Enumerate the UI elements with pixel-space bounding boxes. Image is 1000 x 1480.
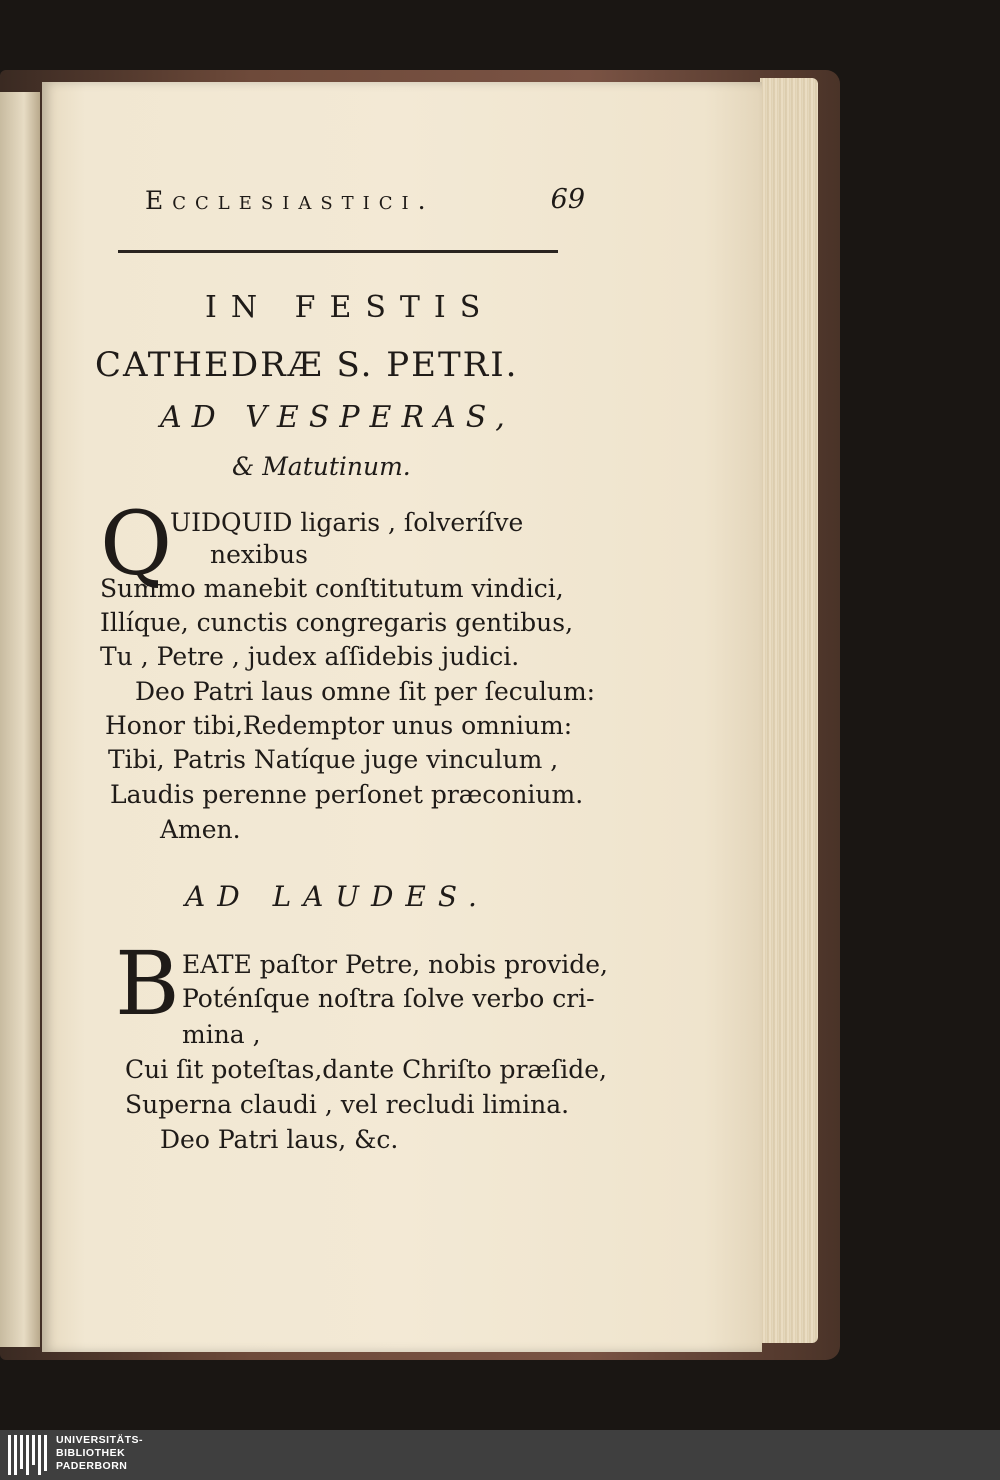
library-name <box>56 1434 143 1473</box>
header-rule <box>118 250 558 253</box>
page-number: 69 <box>550 184 585 215</box>
hymn1-line: nexibus <box>210 540 308 569</box>
left-page-edge <box>0 92 40 1347</box>
heading-cathedra: CATHEDRÆ S. PETRI. <box>95 345 519 385</box>
drop-cap-q: Q <box>100 492 173 595</box>
library-logo-icon <box>8 1435 48 1475</box>
hymn1-line: Summo manebit conſtitutum vindici, <box>100 574 564 603</box>
hymn1-line: Tibi, Patris Natíque juge vinculum , <box>108 745 559 774</box>
heading-matins: & Matutinum. <box>232 452 411 481</box>
heading-vespers: AD VESPERAS, <box>160 400 515 435</box>
library-name-line: PADERBORN <box>56 1460 128 1472</box>
hymn1-line: Amen. <box>160 815 241 844</box>
running-title: Ecclesiastici. <box>145 186 435 215</box>
hymn1-line: Honor tibi,Redemptor unus omnium: <box>105 711 573 740</box>
hymn1-line: Deo Patri laus omne ſit per ſeculum: <box>135 677 596 706</box>
hymn2-line: Poténſque noſtra ſolve verbo cri- <box>182 984 595 1013</box>
hymn2-line: mina , <box>182 1020 261 1049</box>
hymn1-line: UIDQUID ligaris , ſolveríſve <box>170 508 524 537</box>
hymn1-line: Illíque, cunctis congregaris gentibus, <box>100 608 574 637</box>
library-name-line: BIBLIOTHEK <box>56 1447 126 1459</box>
drop-cap-b: B <box>115 932 180 1035</box>
hymn2-line: Superna claudi , vel recludi limina. <box>125 1090 570 1119</box>
heading-laudes: AD LAUDES. <box>185 880 489 913</box>
running-head <box>145 186 585 226</box>
library-name-line: UNIVERSITÄTS- <box>56 1434 144 1446</box>
heading-feast: IN FESTIS <box>205 290 495 325</box>
library-footer <box>0 1430 1000 1480</box>
hymn1-line: Tu , Petre , judex aſſidebis judici. <box>100 642 520 671</box>
hymn2-line: Deo Patri laus, &c. <box>160 1125 399 1154</box>
hymn2-line: Cui ſit poteſtas,dante Chriſto præſide, <box>125 1055 608 1084</box>
hymn2-line: EATE paſtor Petre, nobis provide, <box>182 950 608 979</box>
hymn1-line: Laudis perenne perſonet præconium. <box>110 780 584 809</box>
page-edges <box>760 78 818 1343</box>
